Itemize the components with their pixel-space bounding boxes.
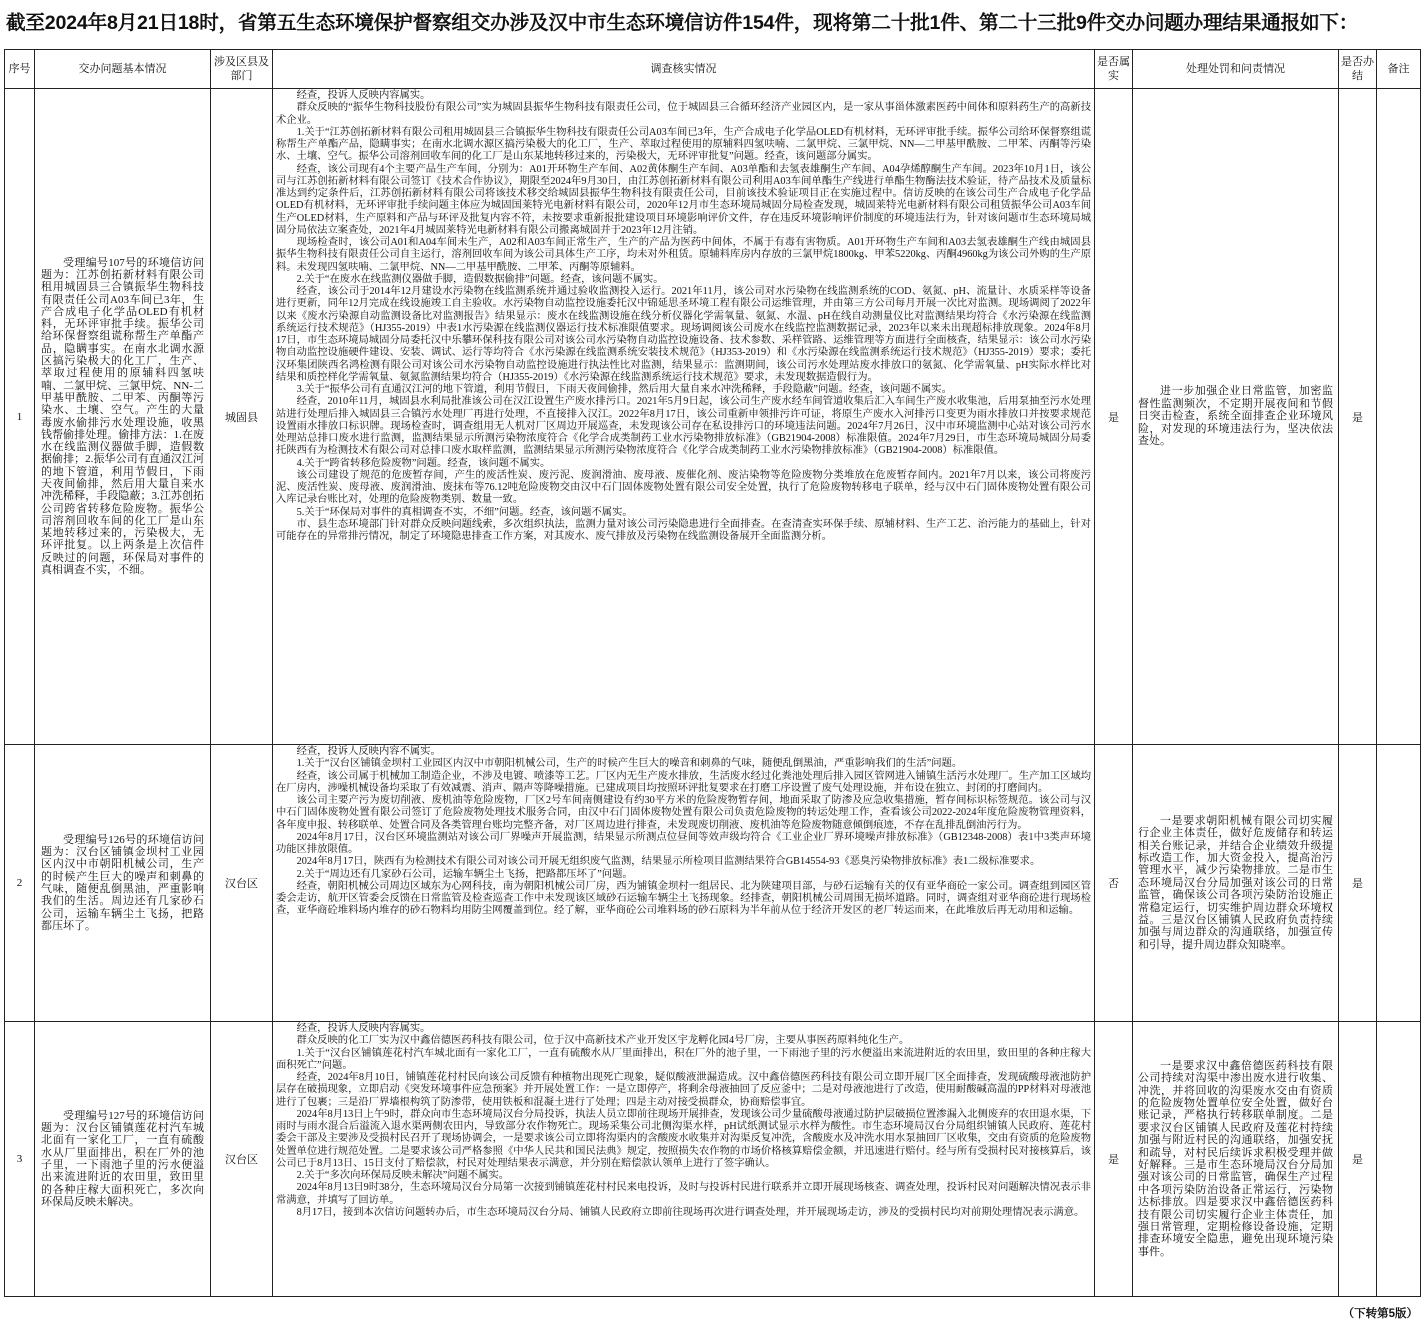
paragraph: 2.关于“周边还有几家砂石公司，运输车辆尘土飞扬，把路都压坏了”问题。 (296, 868, 633, 880)
table-row (5, 745, 1421, 1022)
header-basic: 交办问题基本情况 (35, 50, 211, 89)
continuation-note: （下转第5版） (1342, 1308, 1418, 1320)
paragraph: 1.关于“江苏创拓新材料有限公司租用城固县三合镇振华生物科技有限责任公司A03车间已3年，生产合成电子化学品OLED有机材料，无环评审批手续。振华公司给环保督察组谎称帮生产单酯产品，隐瞒事实；在南水北调水源区搞污染极大的化工厂，生产、萃取过程使用的原辅料四氢呋喃、二氯甲烷、三氯甲烷、NN—二甲基甲酰胺、二甲苯、丙酮等污染水、土壤、空气。振华公司溶剂回收车间的化工厂是山东某地转移过来的，污染极大，无环评审批复”问题。经查，该问题部分属实。 (276, 126, 1091, 163)
paragraph: 5.关于“环保局对事件的真相调查不实，不细”问题。经查，该问题不属实。 (296, 506, 633, 518)
note (1377, 745, 1421, 1022)
paragraph: 经查，2010年11月，城固县水利局批准该公司在汉江设置生产废水排污口。2021年5月9日起，该公司生产废水经车间管道收集后汇入车间生产废水收集池，后用泵抽至污水处理站进行处理后排入城固县三合镇污水处理厂再进行处理，不直接排入汉江。2022年8月17日，该公司重新申领排污许可证，将原生产废水入河排污口变更为雨水排放口并按要求规范设置雨水排放口标识牌。现场检查时，调查组用无人机对厂区周边开展巡查，未发现该公司存在私设排污口的环境违法问题。2024年7月26日，汉中市环境监测中心站对该公司污水处理站总排口废水进行监测，监测结果显示所测污染物浓度符合《化学合成类制药工业水污染物排放标准》（GB21904-2008）标准限值。2024年7月29日，市生态环境局城固分局委托陕西有为检测技术有限公司对总排口废水取样监测，监测结果显示所测污染物浓度符合《化学合成类制药工业水污染物排放标准》（GB21904-2008）标准限值。 (276, 396, 1091, 457)
paragraph: 一是要求朝阳机械有限公司切实履行企业主体责任，做好危废储存和转运相关台账记录，并结合企业绩效升级提标改造工作，加大资金投入，提高治污管理水平，减少污染物排放。二是市生态环境局汉台分局加强对该公司的日常监管，确保该公司各项污染防治设施正常稳定运行，切实维护周边群众环境权益。三是汉台区铺镇人民政府负责持续加强与周边群众的沟通联络，加强宣传和引导，提升周边群众知晓率。 (1138, 814, 1333, 951)
paragraph: 群众反映的“振华生物科技股份有限公司”实为城固县振华生物科技有限责任公司，位于城固县三合循环经济产业园区内，是一家从事甾体激素医药中间体和原料药生产的高新技术企业。 (276, 102, 1091, 126)
header-handling: 处理处罚和问责情况 (1133, 50, 1339, 89)
paragraph: 现场检查时，该公司A01和A04车间未生产，A02和A03车间正常生产，生产的产品为医药中间体，不属于有毒有害物质。A01开环物生产车间和A03去氢表雄酮生产线由城固县振华生物科技有限责任公司自主运行，溶剂回收车间为该公司具体生产工序，均未对外租赁。原辅料库房内存放的三氯甲烷1800kg、甲苯5220kg、丙酮4960kg为该公司外购的生产原料。未发现四氢呋喃、二氯甲烷、NN—二甲基甲酰胺、二甲苯、丙酮等原辅料。 (276, 237, 1091, 273)
paragraph: 2024年8月13日上午9时，群众向市生态环境局汉台分局投诉，执法人员立即前往现场开展排查，发现该公司少量硫酸母液通过防护层破损位置渗漏入北侧废弃的农田退水渠，下雨时与雨水混合后溢流入退水渠两侧农田内，导致部分农作物死亡。现场采集公司北侧沟渠水样，pH试纸测试显示水样为酸性。市生态环境局汉台分局组织铺镇人民政府、莲花村委会干部及主要涉及受损村民召开了现场协调会，一是要求该公司立即将沟渠内的含酸废水收集并对沟渠反复冲洗，含酸废水及冲洗水用水泵抽回厂区收集，交由有资质的危险废物处置单位进行规范处置。二是要求该公司严格参照《中华人民共和国民法典》规定，按照损失农作物的市场价格核算赔偿金额，并迅速进行赔付。经与所有受损村民对接核算后，该公司已于8月13日、15日支付了赔偿款，村民对处理结果表示满意，并分别在赔偿款认领单上进行了签字确认。 (276, 1108, 1091, 1169)
table-row (5, 89, 1421, 745)
is-true: 是 (1095, 89, 1133, 745)
paragraph: 经查，2024年8月10日，铺镇莲花村村民向该公司反馈有种植物出现死亡现象，疑似酸液泄漏造成。汉中鑫倍德医药科技有限公司立即开展厂区全面排查，发现硫酸母液池防护层存在破损现象，立即启动《突发环境事件应急预案》并开展处置工作：一是立即停产，将剩余母液抽回了反应釜中；二是对母液池进行了改造，使用耐酸碱高温的PP材料对母液池进行了包裹；三是沿厂界墙根构筑了防渗带，使用铁板和混凝土进行了处理；四是主动对接受损群众，协商赔偿事宜。 (276, 1072, 1091, 1108)
basic-info (35, 1022, 211, 1297)
investigation-details (273, 745, 1095, 1022)
handling-details (1133, 1022, 1339, 1297)
table-header-row (5, 50, 1421, 89)
is-done: 是 (1339, 89, 1377, 745)
paragraph: 经查，投诉人反映内容属实。 (296, 1023, 431, 1034)
paragraph: 2024年8月13日9时38分，生态环境局汉台分局第一次接到铺镇莲花村村民来电投诉，及时与投诉村民进行联系并立即开展现场核查、调查处理，投诉村民对问题解决情况表示非常满意，并填写了回访单。 (276, 1182, 1091, 1206)
paragraph: 经查，投诉人反映内容不属实。 (296, 746, 441, 757)
paragraph: 2.关于“在废水在线监测仪器做手脚，造假数据偷排”问题。经查，该问题不属实。 (296, 273, 664, 285)
header-is-done: 是否办结 (1339, 50, 1377, 89)
paragraph: 经查，投诉人反映内容属实。 (296, 90, 431, 101)
header-investigation: 调查核实情况 (273, 50, 1095, 89)
is-done: 是 (1339, 745, 1377, 1022)
basic-info-text: 受理编号126号的环境信访问题为：汉台区铺镇金坝村工业园区内汉中市朝阳机械公司，生产的时候产生巨大的噪声和刺鼻的气味，随便乱倒黑油，严重影响我们的生活。周边还有几家砂石公司，运输车辆尘土飞扬，把路都压坏了。 (41, 833, 204, 932)
handling-details (1133, 89, 1339, 745)
investigation-details (273, 89, 1095, 745)
handling-details (1133, 745, 1339, 1022)
results-table (4, 49, 1421, 1297)
basic-info (35, 89, 211, 745)
paragraph: 经查，该公司于2014年12月建设水污染物在线监测系统并通过验收监测投入运行。2021年11月，该公司对水污染物在线监测系统的COD、氨氮、pH、流量计、水质采样等设备进行更新，同年12月完成在线设施竣工自主验收。水污染物自动监控设施委托汉中锦延思圣环境工程有限公司运维管理，并由第三方公司每月开展一次比对监测。现场调阅了2022年以来《废水污染源自动监测设备比对监测报告》结果显示：废水在线监测设施在线分析仪器化学需氧量、氨氮、水温、pH在线自动测量仪比对监测结果均符合《水污染源在线监测系统运行技术规范》（HJ355-2019）中表1水污染源在线监测仪器运行技术标准限值要求。现场调阅该公司废水在线监控监测数据记录，2023年以来未出现超标排放现象。2024年8月17日，市生态环境局城固分局委托汉中乐攀环保科技有限公司对该公司水污染物自动监控设施设备、技术参数、采样管路、运维管理等方面进行全面核查，结果显示：该公司水污染物自动监控设施硬件建设、安装、调试、运行等均符合《水污染源在线监测系统安装技术规范》（HJ353-2019）和《水污染源在线监测系统运行技术规范》（HJ355-2019）要求；委托汉环集团陕西名鸿检测有限公司对该公司水污染物自动监控设施进行执法性比对监测，结果显示：监测期间，该公司污水处理站废水排放口的氨氮、化学需氧量、pH实际水样比对结果和质控样化学需氧量、氨氮监测结果均符合（HJ355-2019）《水污染源在线监测系统运行技术规范》要求，未发现数据造假行为。 (276, 286, 1091, 383)
is-true: 是 (1095, 1022, 1133, 1297)
paragraph: 2.关于“多次向环保局反映未解决”问题不属实。 (296, 1170, 510, 1181)
header-note: 备注 (1377, 50, 1421, 89)
paragraph: 2024年8月17日，汉台区环境监测站对该公司厂界噪声开展监测，结果显示所测点位昼间等效声级均符合《工业企业厂界环境噪声排放标准》（GB12348-2008）表1中3类声环境功能区排放限值。 (276, 831, 1091, 855)
paragraph: 群众反映的化工厂实为汉中鑫倍德医药科技有限公司，位于汉中高新技术产业开发区宇龙孵化园4号厂房，主要从事医药原料纯化生产。 (296, 1035, 910, 1047)
paragraph: 市、县生态环境部门针对群众反映问题线索，多次组织执法，监测力量对该公司污染隐患进行全面排查。在查清查实环保手续、原辅材料、生产工艺、治污能力的基础上，针对可能存在的异常排污情况，制定了环境隐患排查工作方案，对其废水、废气排放及污染物在线监测设备展开全面监测分析。 (276, 518, 1091, 542)
paragraph: 1.关于“汉台区铺镇莲花村汽车城北面有一家化工厂，一直有硫酸水从厂里面排出，积在厂外的池子里，一下雨池子里的污水便溢出来流进附近的农田里，致田里的各种庄稼大面积死亡”问题。 (276, 1047, 1091, 1071)
paragraph: 3.关于“振华公司有直通汉江河的地下管道，利用节假日，下雨天夜间偷排，然后用大量自来水冲洗稀释，手段隐蔽”问题。经查，该问题不属实。 (296, 384, 952, 395)
basic-info-text: 受理编号127号的环境信访问题为：汉台区铺镇莲花村汽车城北面有一家化工厂，一直有硫酸水从厂里面排出，积在厂外的池子里，一下雨池子里的污水便溢出来流进附近的农田里，致田里的各种庄稼大面积死亡，多次向环保局反映未解决。 (41, 1109, 204, 1208)
is-true: 否 (1095, 745, 1133, 1022)
district: 汉台区 (211, 745, 273, 1022)
basic-info-text: 受理编号107号的环境信访问题为：江苏创拓新材料有限公司租用城固县三合镇振华生物科技有限责任公司A03车间已3年，生产合成电子化学品OLED有机材料，无环评审批手续。振华公司给环保督察组谎称帮生产单酯产品，隐瞒事实。在南水北调水源区搞污染极大的化工厂，生产、萃取过程使用的原辅料四氢呋喃、二氯甲烷、三氯甲烷、NN-二甲基甲酰胺、二甲苯、丙酮等污染水、土壤、空气。产生的大量毒废水偷排污水处理设施，收黑钱帮偷排处理。偷排方法：1.在废水在线监测仪器做手脚，造假数据偷排；2.振华公司有直通汉江河的地下管道，利用节假日，下雨天夜间偷排，然后用大量自来水冲洗稀释，手段隐蔽；3.江苏创拓公司跨省转移危险废物。振华公司溶剂回收车间的化工厂是山东某地转移过来的，污染极大，无环评批复。以上两条是上次信件反映过的问题，环保局对事件的真相调查不实，不细。 (41, 256, 204, 577)
paragraph: 经查，该公司属于机械加工制造企业，不涉及电镀、喷漆等工艺。厂区内无生产废水排放，生活废水经过化粪池处理后排入园区管网进入铺镇生活污水处理厂。生产加工区域均在厂房内，涉噪机械设备均采取了有效减震、消声、隔声等降噪措施。已建成项目均按照环评批复要求在打磨工序设置了废气处理设施，并布设在独立、封闭的打磨间内。 (276, 770, 1091, 794)
basic-info (35, 745, 211, 1022)
row-no: 2 (5, 745, 35, 1022)
note (1377, 1022, 1421, 1297)
paragraph: 经查，朝阳机械公司周边区域东为心网科技，南为朝阳机械公司厂房，西为铺镇金坝村一组居民、北为陕建项目部，与砂石运输有关的仅有亚华商砼一家公司。调查组到园区管委会走访，航开区管委会反馈在日常监管及检查巡查工作中未发现该区域砂石运输车辆尘土飞扬现象。经排查，朝阳机械公司周围无损坏道路。同时，调查组对亚华商砼进行现场检查，亚华商砼堆料场内堆存的砂石物料均用防尘网覆盖到位。经了解，亚华商砼公司堆料场的砂石原料为半年前从位于经济开发区的老厂转运而来，在此堆放后再无动用和运输。 (276, 880, 1091, 917)
table-row (5, 1022, 1421, 1297)
note (1377, 89, 1421, 745)
investigation-details (273, 1022, 1095, 1297)
district: 城固县 (211, 89, 273, 745)
paragraph: 该公司建设了规范的危废暂存间，产生的废活性炭、废污泥、废润滑油、废母液、废催化剂、废沾染物等危险废物分类堆放在危废暂存间内。2021年7月以来，该公司将废污泥、废活性炭、废母液、废润滑油、废抹布等76.12吨危险废物交由汉中石门固体废物处置有限公司安全处置，执行了危险废物转移电子联单，经与汉中石门固体废物处置有限公司入库记录台账比对，处理的危险废物类别、数量一致。 (276, 469, 1091, 506)
paragraph: 一是要求汉中鑫倍德医药科技有限公司持续对沟渠中渗出废水进行收集、冲洗，并将回收的沟渠废水交由有资质的危险废物处置单位安全处置，做好台账记录，严格执行转移联单制度。二是要求汉台区铺镇人民政府及莲花村持续加强与附近村民的沟通联络，加强安抚和疏导，对村民后续诉求积极受理并做好解释。三是市生态环境局汉台分局加强对该公司的日常监管，确保生产过程中各项污染防治设备正常运行，污染物达标排放。四是要求汉中鑫倍德医药科技有限公司切实履行企业主体责任，加强日常管理，定期检修设备设施，定期排查环境安全隐患，避免出现环境污染事件。 (1138, 1059, 1333, 1258)
paragraph: 进一步加强企业日常监管，加密监督性监测频次，不定期开展夜间和节假日突击检查，系统全面排查企业环境风险，对发现的环境违法行为，坚决依法查处。 (1138, 385, 1333, 448)
is-done: 是 (1339, 1022, 1377, 1297)
paragraph: 8月17日，接到本次信访问题转办后，市生态环境局汉台分局、铺镇人民政府立即前往现场再次进行调查处理，并开展现场走访，涉及的受损村民均对前期处理情况表示满意。 (296, 1206, 1085, 1218)
paragraph: 4.关于“跨省转移危险废物”问题。经查，该问题不属实。 (296, 457, 551, 469)
header-district: 涉及区县及部门 (211, 50, 273, 89)
header-no: 序号 (5, 50, 35, 89)
paragraph: 该公司主要产污为废切削液、废机油等危险废物，厂区2号车间南侧建设有约30平方米的危险废物暂存间，地面采取了防渗及应急收集措施，暂存间标识标签规范。该公司与汉中石门固体废物处置有限公司签订了危险废物处理技术服务合同，由汉中石门固体废物处置有限公司负责危险废物的转运处理工作，查看该公司2022-2024年度危险废物管理资料，各年度申报、转移联单、处置合同及各类管理台账均完整齐备，对厂区周边进行排查，未发现废切削液、废机油等危险废物随意倾倒痕迹，不存在乱排乱倒油污行为。 (276, 795, 1091, 831)
district: 汉台区 (211, 1022, 273, 1297)
paragraph: 2024年8月17日，陕西有为检测技术有限公司对该公司开展无组织废气监测，结果显示所检项目监测结果符合GB14554-93《恶臭污染物排放标准》表1二级标准要求。 (296, 856, 1041, 868)
header-is-true: 是否属实 (1095, 50, 1133, 89)
row-no: 3 (5, 1022, 35, 1297)
page-title: 截至2024年8月21日18时，省第五生态环境保护督察组交办涉及汉中市生态环境信访件154件，现将第二十批1件、第二十三批9件交办问题办理结果通报如下： (6, 12, 1359, 34)
row-no: 1 (5, 89, 35, 745)
paragraph: 1.关于“汉台区铺镇金坝村工业园区内汉中市朝阳机械公司，生产的时候产生巨大的噪音和刺鼻的气味，随便乱倒黑油，严重影响我们的生活”问题。 (296, 758, 963, 770)
paragraph: 经查，该公司现有4个主要产品生产车间，分别为：A01开环物生产车间、A02黄体酮生产车间、A03单酯和去氢表雄酮生产车间、A04孕烯醇酮生产车间。2023年10月1日，该公司与江苏创拓新材料有限公司签订《技术合作协议》，期限至2024年9月30日，由江苏创拓新材料有限公司利用A03车间单酯生产线进行单酯生物酶法技术验证，待产品技术及质量标准达到约定条件后，江苏创拓新材料有限公司将该技术移交给城固县振华生物科技有限责任公司，目前该技术验证项目正在实施过程中。信访反映的在该公司生产合成电子化学品OLED有机材料，无环评审批手续问题主体应为城固国莱特光电新材料有限公司，2020年12月市生态环境局城固分局检查发现，城固莱特光电新材料有限公司租赁振华公司A03车间生产OLED材料，生产原料和产品与环评及批复内容不符，未按要求重新报批建设项目环境影响评价文件，存在违反环境影响评价制度的环境违法行为，针对该问题市生态环境局城固分局依法立案查处，2021年4月城固莱特光电新材料有限公司搬离城固并于2023年12月注销。 (276, 163, 1091, 236)
